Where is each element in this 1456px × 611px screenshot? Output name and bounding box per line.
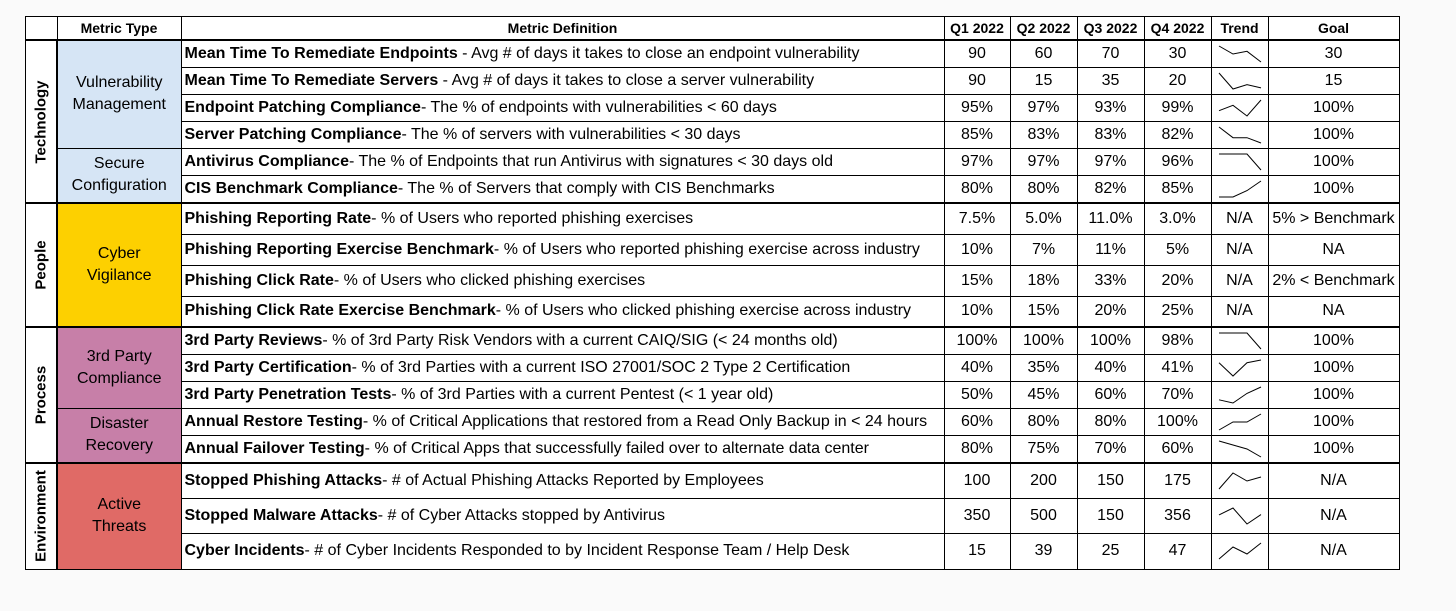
subcategory-line: Vulnerability bbox=[75, 74, 163, 92]
value-q4: 85% bbox=[1144, 175, 1211, 203]
subcategory-line: Active bbox=[97, 496, 142, 514]
sparkline-path bbox=[1219, 73, 1261, 89]
sparkline-path bbox=[1219, 508, 1261, 524]
trend-cell: N/A bbox=[1211, 265, 1268, 296]
trend-cell bbox=[1211, 381, 1268, 408]
sparkline bbox=[1216, 384, 1264, 406]
metric-description: - % of Users who reported phishing exercise across industry bbox=[493, 240, 920, 258]
table-row bbox=[26, 327, 1400, 354]
table-row bbox=[26, 435, 1400, 463]
header-q3: Q3 2022 bbox=[1077, 17, 1144, 41]
value-q3: 150 bbox=[1077, 498, 1144, 533]
value-q3: 100% bbox=[1077, 327, 1144, 354]
trend-cell bbox=[1211, 121, 1268, 148]
metric-definition bbox=[181, 94, 944, 121]
sparkline bbox=[1216, 540, 1264, 562]
sparkline bbox=[1216, 97, 1264, 119]
header-row bbox=[26, 17, 1400, 41]
value-q3: 70% bbox=[1077, 435, 1144, 463]
value-q3: 33% bbox=[1077, 265, 1144, 296]
value-q2: 500 bbox=[1010, 498, 1077, 533]
value-q1: 40% bbox=[944, 354, 1010, 381]
value-q2: 15% bbox=[1010, 296, 1077, 327]
sparkline bbox=[1216, 151, 1264, 173]
category-process bbox=[26, 327, 58, 463]
subcategory-line: Threats bbox=[92, 518, 147, 536]
metric-description: - % of 3rd Parties with a current Pentest (< 1 year old) bbox=[391, 385, 774, 403]
value-q4: 70% bbox=[1144, 381, 1211, 408]
value-q4: 41% bbox=[1144, 354, 1211, 381]
metric-description: - The % of endpoints with vulnerabilities < 60 days bbox=[420, 98, 777, 116]
metric-name: Mean Time To Remediate Servers bbox=[184, 71, 439, 89]
sparkline bbox=[1216, 357, 1264, 379]
goal-value: 15 bbox=[1268, 67, 1399, 94]
metric-description: - % of 3rd Party Risk Vendors with a current CAIQ/SIG (< 24 months old) bbox=[322, 331, 838, 349]
goal-value: 2% < Benchmark bbox=[1268, 265, 1399, 296]
table-row bbox=[26, 381, 1400, 408]
category-label: Process bbox=[32, 365, 50, 425]
metric-description: - # of Cyber Incidents Responded to by Incident Response Team / Help Desk bbox=[304, 542, 850, 559]
metric-description: - % of 3rd Parties with a current ISO 27001/SOC 2 Type 2 Certification bbox=[351, 358, 851, 376]
metric-description: - % of Critical Applications that restored from a Read Only Backup in < 24 hours bbox=[362, 412, 928, 430]
value-q2: 100% bbox=[1010, 327, 1077, 354]
metric-description: - % of Critical Apps that successfully failed over to alternate data center bbox=[364, 439, 869, 457]
metric-definition bbox=[181, 40, 944, 67]
sparkline-path bbox=[1219, 154, 1261, 170]
metric-name: Antivirus Compliance bbox=[184, 152, 349, 170]
table-row bbox=[26, 203, 1400, 234]
metric-description: - The % of servers with vulnerabilities < 30 days bbox=[401, 125, 741, 143]
header-q1: Q1 2022 bbox=[944, 17, 1010, 41]
metric-definition bbox=[181, 435, 944, 463]
header-metric-type: Metric Type bbox=[57, 17, 181, 41]
value-q2: 39 bbox=[1010, 533, 1077, 569]
value-q2: 83% bbox=[1010, 121, 1077, 148]
metric-definition bbox=[181, 234, 944, 265]
value-q4: 99% bbox=[1144, 94, 1211, 121]
subcategory-3rd-party-compliance bbox=[57, 327, 181, 408]
metric-description: - # of Actual Phishing Attacks Reported by Employees bbox=[382, 471, 764, 489]
metric-description: - % of Users who reported phishing exercises bbox=[371, 209, 694, 227]
header-goal: Goal bbox=[1268, 17, 1399, 41]
trend-cell bbox=[1211, 408, 1268, 435]
value-q3: 11.0% bbox=[1077, 203, 1144, 234]
table-row bbox=[26, 148, 1400, 175]
value-q3: 93% bbox=[1077, 94, 1144, 121]
trend-cell bbox=[1211, 148, 1268, 175]
trend-cell: N/A bbox=[1211, 234, 1268, 265]
value-q1: 85% bbox=[944, 121, 1010, 148]
value-q4: 82% bbox=[1144, 121, 1211, 148]
value-q3: 150 bbox=[1077, 463, 1144, 498]
value-q3: 60% bbox=[1077, 381, 1144, 408]
metric-definition bbox=[181, 408, 944, 435]
value-q4: 30 bbox=[1144, 40, 1211, 67]
value-q2: 5.0% bbox=[1010, 203, 1077, 234]
value-q2: 80% bbox=[1010, 175, 1077, 203]
value-q4: 98% bbox=[1144, 327, 1211, 354]
goal-value: N/A bbox=[1268, 463, 1399, 498]
metric-description: - Avg # of days it takes to close an endpoint vulnerability bbox=[457, 44, 860, 62]
metric-name: Phishing Click Rate bbox=[184, 271, 334, 289]
metric-description: - The % of Servers that comply with CIS Benchmarks bbox=[397, 179, 775, 197]
value-q4: 356 bbox=[1144, 498, 1211, 533]
header-trend: Trend bbox=[1211, 17, 1268, 41]
metric-name: Stopped Phishing Attacks bbox=[184, 471, 383, 489]
goal-value: 100% bbox=[1268, 408, 1399, 435]
subcategory-vulnerability-management bbox=[57, 40, 181, 148]
value-q4: 60% bbox=[1144, 435, 1211, 463]
metric-name: 3rd Party Certification bbox=[184, 358, 352, 376]
table-row bbox=[26, 234, 1400, 265]
goal-value: 100% bbox=[1268, 175, 1399, 203]
value-q4: 25% bbox=[1144, 296, 1211, 327]
trend-cell bbox=[1211, 463, 1268, 498]
table-row bbox=[26, 354, 1400, 381]
sparkline-path bbox=[1219, 543, 1261, 559]
value-q4: 3.0% bbox=[1144, 203, 1211, 234]
value-q2: 35% bbox=[1010, 354, 1077, 381]
metric-name: 3rd Party Reviews bbox=[184, 331, 323, 349]
goal-value: NA bbox=[1268, 234, 1399, 265]
metrics-sheet bbox=[25, 16, 1400, 570]
table-row bbox=[26, 265, 1400, 296]
value-q1: 350 bbox=[944, 498, 1010, 533]
sparkline-path bbox=[1219, 127, 1261, 143]
value-q1: 15% bbox=[944, 265, 1010, 296]
sparkline-path bbox=[1219, 100, 1261, 116]
metric-description: - % of Users who clicked phishing exercise across industry bbox=[495, 302, 912, 320]
value-q3: 11% bbox=[1077, 234, 1144, 265]
category-label: People bbox=[32, 240, 50, 290]
sparkline-path bbox=[1219, 387, 1261, 403]
value-q1: 50% bbox=[944, 381, 1010, 408]
value-q2: 97% bbox=[1010, 148, 1077, 175]
metric-name: Annual Failover Testing bbox=[184, 439, 365, 457]
sparkline bbox=[1216, 470, 1264, 492]
metric-definition bbox=[181, 121, 944, 148]
trend-cell bbox=[1211, 498, 1268, 533]
value-q2: 97% bbox=[1010, 94, 1077, 121]
value-q2: 45% bbox=[1010, 381, 1077, 408]
metric-definition bbox=[181, 203, 944, 234]
value-q1: 80% bbox=[944, 435, 1010, 463]
value-q2: 60 bbox=[1010, 40, 1077, 67]
metric-definition bbox=[181, 175, 944, 203]
goal-value: 100% bbox=[1268, 381, 1399, 408]
value-q3: 82% bbox=[1077, 175, 1144, 203]
value-q4: 20% bbox=[1144, 265, 1211, 296]
metric-definition bbox=[181, 533, 944, 569]
value-q1: 80% bbox=[944, 175, 1010, 203]
value-q3: 97% bbox=[1077, 148, 1144, 175]
sparkline bbox=[1216, 330, 1264, 352]
value-q3: 25 bbox=[1077, 533, 1144, 569]
sparkline-path bbox=[1219, 46, 1261, 62]
metric-definition bbox=[181, 327, 944, 354]
value-q1: 10% bbox=[944, 296, 1010, 327]
value-q1: 10% bbox=[944, 234, 1010, 265]
goal-value: N/A bbox=[1268, 498, 1399, 533]
sparkline-path bbox=[1219, 333, 1261, 349]
subcategory-secure-configuration bbox=[57, 148, 181, 203]
metric-definition bbox=[181, 354, 944, 381]
subcategory-line: Vigilance bbox=[86, 267, 152, 284]
goal-value: 100% bbox=[1268, 354, 1399, 381]
goal-value: 100% bbox=[1268, 121, 1399, 148]
value-q1: 95% bbox=[944, 94, 1010, 121]
header-q2: Q2 2022 bbox=[1010, 17, 1077, 41]
goal-value: 100% bbox=[1268, 327, 1399, 354]
metric-name: Endpoint Patching Compliance bbox=[184, 98, 421, 116]
goal-value: 5% > Benchmark bbox=[1268, 203, 1399, 234]
value-q2: 7% bbox=[1010, 234, 1077, 265]
metric-description: - % of Users who clicked phishing exercises bbox=[333, 271, 646, 289]
trend-cell bbox=[1211, 175, 1268, 203]
value-q2: 18% bbox=[1010, 265, 1077, 296]
metric-name: Stopped Malware Attacks bbox=[184, 506, 378, 524]
metric-definition bbox=[181, 296, 944, 327]
table-row bbox=[26, 498, 1400, 533]
value-q3: 83% bbox=[1077, 121, 1144, 148]
table-row bbox=[26, 296, 1400, 327]
table-row bbox=[26, 463, 1400, 498]
value-q1: 97% bbox=[944, 148, 1010, 175]
subcategory-line: 3rd Party bbox=[86, 347, 152, 365]
value-q4: 20 bbox=[1144, 67, 1211, 94]
metrics-table bbox=[25, 16, 1400, 570]
metric-name: 3rd Party Penetration Tests bbox=[184, 385, 392, 403]
sparkline-path bbox=[1219, 181, 1261, 197]
value-q1: 90 bbox=[944, 67, 1010, 94]
value-q4: 100% bbox=[1144, 408, 1211, 435]
trend-cell: N/A bbox=[1211, 296, 1268, 327]
value-q3: 80% bbox=[1077, 408, 1144, 435]
value-q1: 60% bbox=[944, 408, 1010, 435]
table-row bbox=[26, 67, 1400, 94]
table-row bbox=[26, 175, 1400, 203]
trend-cell bbox=[1211, 94, 1268, 121]
goal-value: N/A bbox=[1268, 533, 1399, 569]
metric-name: Server Patching Compliance bbox=[184, 125, 402, 143]
sparkline bbox=[1216, 124, 1264, 146]
sparkline bbox=[1216, 438, 1264, 460]
metric-name: Mean Time To Remediate Endpoints bbox=[184, 44, 458, 62]
sparkline bbox=[1216, 178, 1264, 200]
goal-value: 100% bbox=[1268, 148, 1399, 175]
category-label: Environment bbox=[32, 470, 50, 563]
subcategory-line: Cyber bbox=[97, 245, 141, 262]
metric-definition bbox=[181, 381, 944, 408]
value-q1: 100% bbox=[944, 327, 1010, 354]
metric-description: - # of Cyber Attacks stopped by Antivirus bbox=[377, 506, 665, 524]
sparkline bbox=[1216, 43, 1264, 65]
subcategory-line: Configuration bbox=[71, 177, 167, 195]
value-q3: 20% bbox=[1077, 296, 1144, 327]
header-q4: Q4 2022 bbox=[1144, 17, 1211, 41]
metric-name: Cyber Incidents bbox=[184, 542, 305, 559]
value-q1: 15 bbox=[944, 533, 1010, 569]
trend-cell bbox=[1211, 40, 1268, 67]
metric-name: Phishing Reporting Exercise Benchmark bbox=[184, 240, 494, 258]
table-row bbox=[26, 121, 1400, 148]
subcategory-line: Recovery bbox=[85, 437, 154, 455]
value-q1: 7.5% bbox=[944, 203, 1010, 234]
header-blank bbox=[26, 17, 58, 41]
subcategory-cyber-vigilance bbox=[57, 203, 181, 327]
value-q2: 75% bbox=[1010, 435, 1077, 463]
trend-cell bbox=[1211, 67, 1268, 94]
value-q4: 5% bbox=[1144, 234, 1211, 265]
subcategory-line: Secure bbox=[93, 155, 145, 173]
value-q4: 47 bbox=[1144, 533, 1211, 569]
value-q2: 200 bbox=[1010, 463, 1077, 498]
value-q1: 90 bbox=[944, 40, 1010, 67]
trend-cell bbox=[1211, 327, 1268, 354]
sparkline bbox=[1216, 70, 1264, 92]
trend-cell: N/A bbox=[1211, 203, 1268, 234]
category-environment bbox=[26, 463, 58, 569]
table-row bbox=[26, 40, 1400, 67]
subcategory-disaster-recovery bbox=[57, 408, 181, 463]
trend-cell bbox=[1211, 533, 1268, 569]
metric-definition bbox=[181, 463, 944, 498]
category-label: Technology bbox=[32, 79, 50, 164]
metric-name: CIS Benchmark Compliance bbox=[184, 179, 398, 197]
metric-definition bbox=[181, 265, 944, 296]
sparkline bbox=[1216, 411, 1264, 433]
category-people bbox=[26, 203, 58, 327]
goal-value: 100% bbox=[1268, 435, 1399, 463]
value-q4: 96% bbox=[1144, 148, 1211, 175]
header-definition: Metric Definition bbox=[181, 17, 944, 41]
category-technology bbox=[26, 40, 58, 203]
subcategory-line: Management bbox=[72, 96, 166, 114]
metric-name: Annual Restore Testing bbox=[184, 412, 363, 430]
subcategory-active-threats bbox=[57, 463, 181, 569]
sparkline-path bbox=[1219, 414, 1261, 430]
value-q3: 70 bbox=[1077, 40, 1144, 67]
sparkline-path bbox=[1219, 473, 1261, 489]
sparkline-path bbox=[1219, 360, 1261, 376]
sparkline bbox=[1216, 505, 1264, 527]
value-q3: 40% bbox=[1077, 354, 1144, 381]
metric-definition bbox=[181, 148, 944, 175]
goal-value: NA bbox=[1268, 296, 1399, 327]
goal-value: 30 bbox=[1268, 40, 1399, 67]
subcategory-line: Disaster bbox=[89, 415, 149, 433]
trend-cell bbox=[1211, 435, 1268, 463]
trend-cell bbox=[1211, 354, 1268, 381]
metric-name: Phishing Reporting Rate bbox=[184, 209, 372, 227]
metric-name: Phishing Click Rate Exercise Benchmark bbox=[184, 302, 496, 320]
metric-description: - The % of Endpoints that run Antivirus with signatures < 30 days old bbox=[348, 152, 833, 170]
table-row bbox=[26, 94, 1400, 121]
value-q2: 15 bbox=[1010, 67, 1077, 94]
value-q1: 100 bbox=[944, 463, 1010, 498]
value-q3: 35 bbox=[1077, 67, 1144, 94]
table-row bbox=[26, 533, 1400, 569]
metric-definition bbox=[181, 67, 944, 94]
metric-definition bbox=[181, 498, 944, 533]
subcategory-line: Compliance bbox=[77, 369, 162, 387]
table-row bbox=[26, 408, 1400, 435]
value-q4: 175 bbox=[1144, 463, 1211, 498]
goal-value: 100% bbox=[1268, 94, 1399, 121]
value-q2: 80% bbox=[1010, 408, 1077, 435]
metric-description: - Avg # of days it takes to close a server vulnerability bbox=[438, 71, 815, 89]
sparkline-path bbox=[1219, 441, 1261, 457]
